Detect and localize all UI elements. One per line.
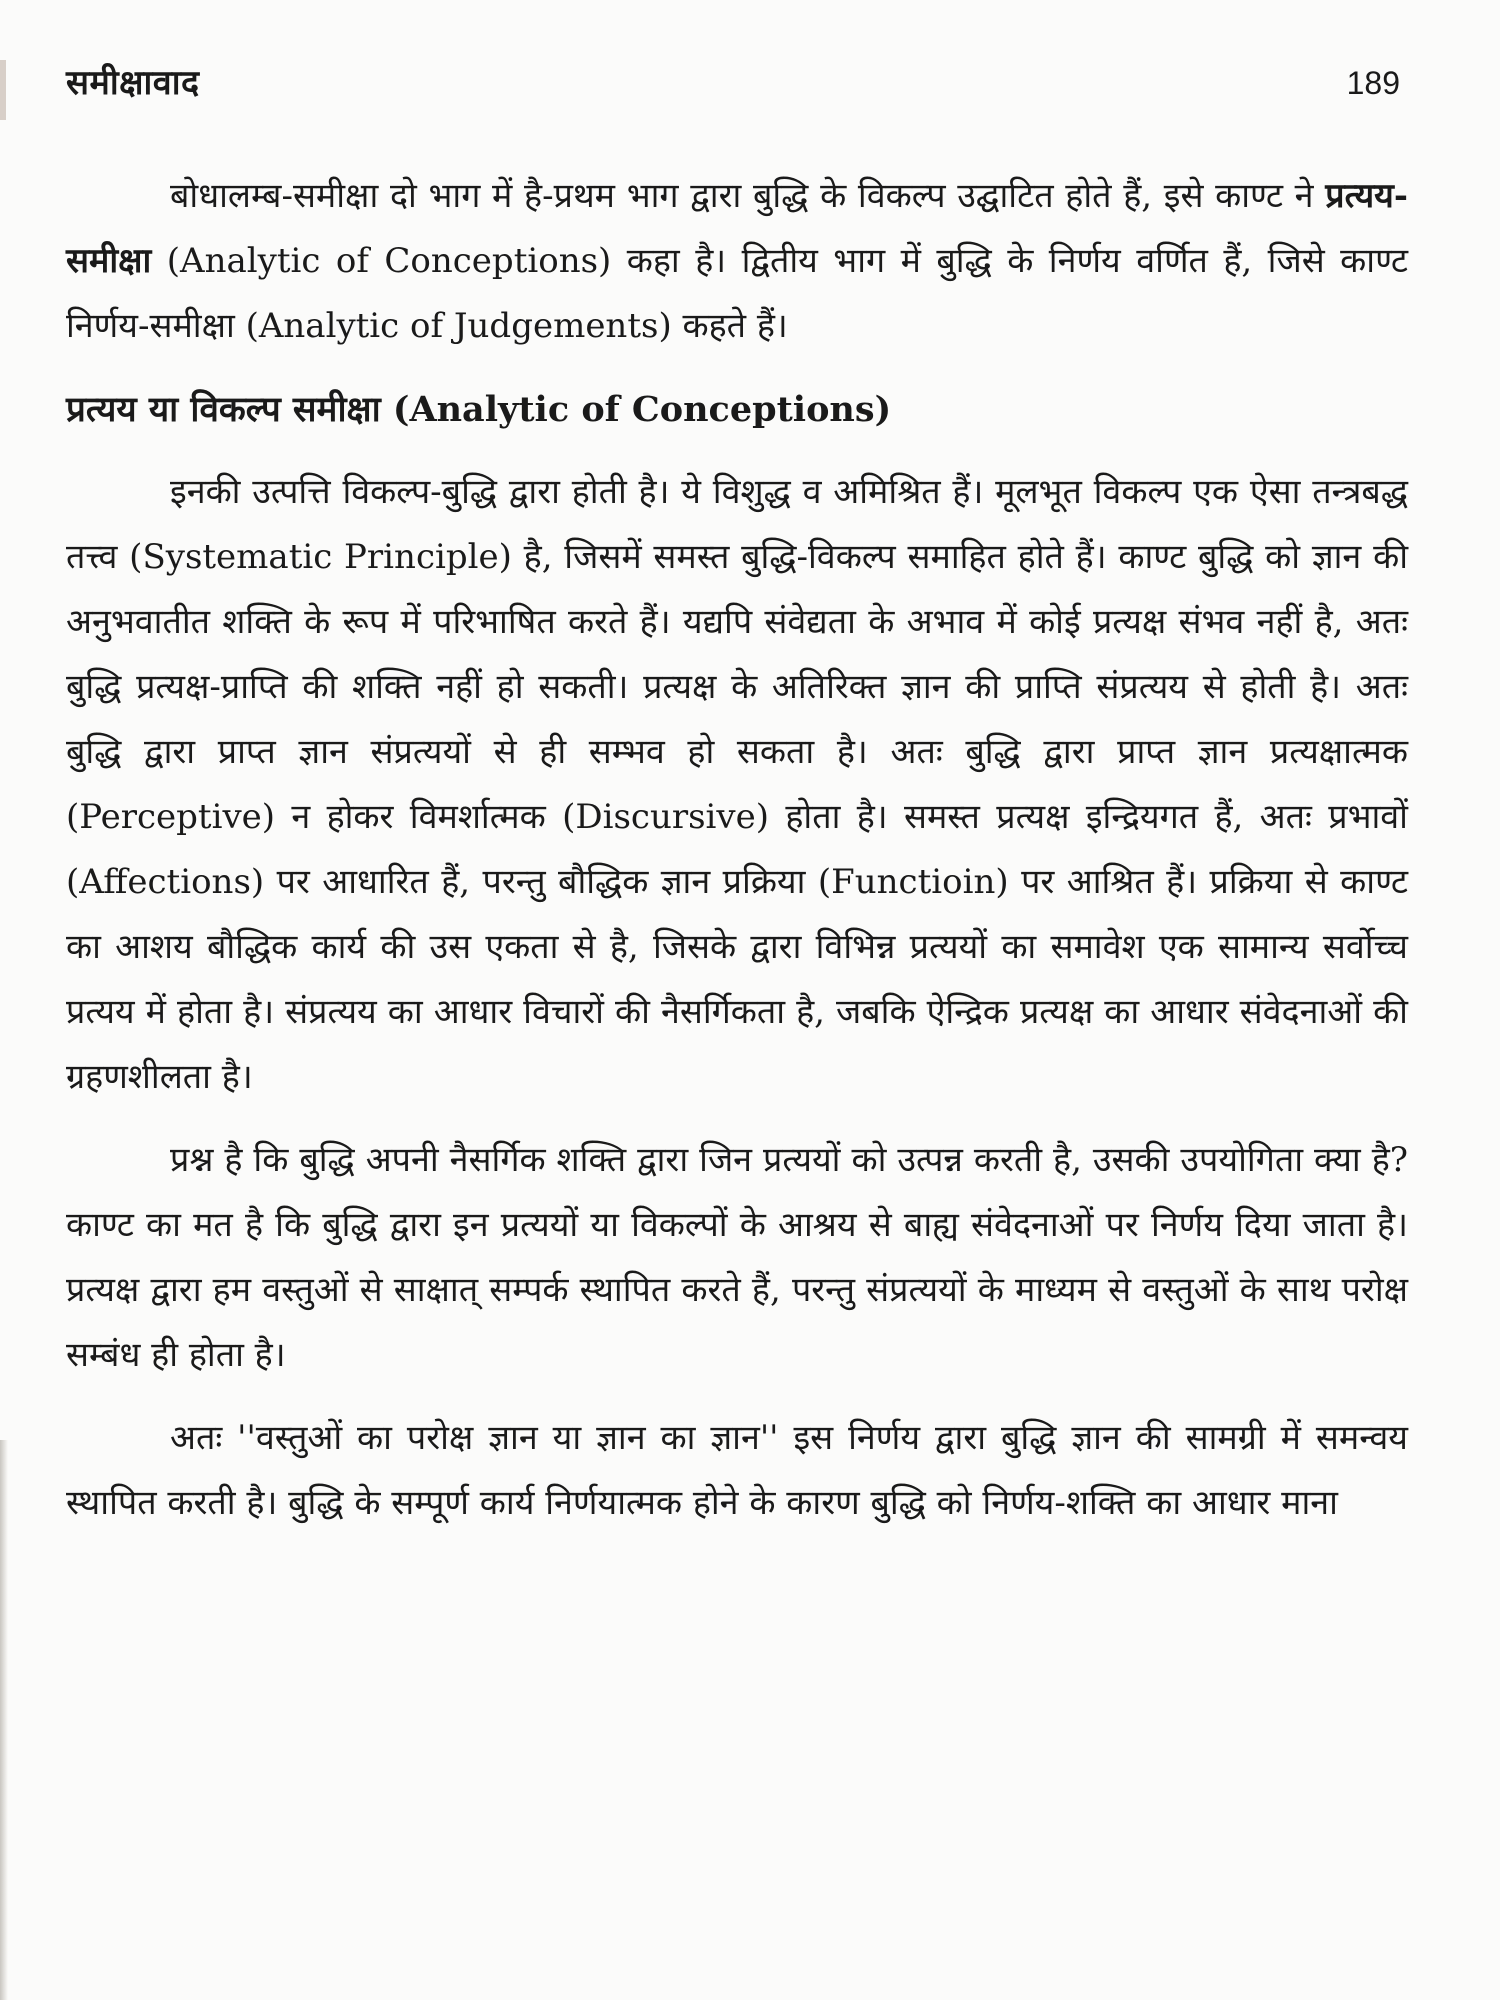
page-header (66, 58, 1408, 114)
page-edge-mark (0, 60, 6, 120)
term-pratyaya-samiksha: प्रत्यय-समीक्षा (66, 176, 1408, 281)
running-head: समीक्षावाद (66, 63, 200, 103)
paragraph-1-text-b: (Analytic of Conceptions) कहा है। द्वितीय भाग में बुद्धि के निर्णय वर्णित हैं, जिसे काण्ट निर्णय-समीक्षा (Analytic of Judgements) कहते हैं। (66, 241, 1408, 346)
paragraph-3: प्रश्न है कि बुद्धि अपनी नैसर्गिक शक्ति द्वारा जिन प्रत्ययों को उत्पन्न करती है, उसकी उपयोगिता क्या है? काण्ट का मत है कि बुद्धि द्वारा इन प्रत्ययों या विकल्पों के आश्रय से बाह्य संवेदनाओं पर निर्णय दिया जाता है। प्रत्यक्ष द्वारा हम वस्तुओं से साक्षात् सम्पर्क स्थापित करते हैं, परन्तु संप्रत्ययों के माध्यम से वस्तुओं के साथ परोक्ष सम्बंध ही होता है। (66, 1140, 1408, 1375)
section-heading: प्रत्यय या विकल्प समीक्षा (Analytic of Conceptions) (66, 389, 892, 430)
paragraph-1 (66, 164, 1408, 359)
page-number: 189 (1346, 65, 1400, 101)
paragraph-4: अतः ''वस्तुओं का परोक्ष ज्ञान या ज्ञान का ज्ञान'' इस निर्णय द्वारा बुद्धि ज्ञान की सामग्री में समन्वय स्थापित करती है। बुद्धि के सम्पूर्ण कार्य निर्णयात्मक होने के कारण बुद्धि को निर्णय-शक्ति का आधार माना (66, 1418, 1408, 1523)
paragraph-1-text-a: बोधालम्ब-समीक्षा दो भाग में है-प्रथम भाग द्वारा बुद्धि के विकल्प उद्घाटित होते हैं, इसे काण्ट ने (170, 176, 1326, 216)
page-edge-shadow (0, 1440, 8, 2000)
paragraph-2: इनकी उत्पत्ति विकल्प-बुद्धि द्वारा होती है। ये विशुद्ध व अमिश्रित हैं। मूलभूत विकल्प एक ऐसा तन्त्रबद्ध तत्त्व (Systematic Principle) है, जिसमें समस्त बुद्धि-विकल्प समाहित होते हैं। काण्ट बुद्धि को ज्ञान की अनुभवातीत शक्ति के रूप में परिभाषित करते हैं। यद्यपि संवेद्यता के अभाव में कोई प्रत्यक्ष संभव नहीं है, अतः बुद्धि प्रत्यक्ष-प्राप्ति की शक्ति नहीं हो सकती। प्रत्यक्ष के अतिरिक्त ज्ञान की प्राप्ति संप्रत्यय से होती है। अतः बुद्धि द्वारा प्राप्त ज्ञान संप्रत्ययों से ही सम्भव हो सकता है। अतः बुद्धि द्वारा प्राप्त ज्ञान प्रत्यक्षात्मक (Perceptive) न होकर विमर्शात्मक (Discursive) होता है। समस्त प्रत्यक्ष इन्द्रियगत हैं, अतः प्रभावों (Affections) पर आधारित हैं, परन्तु बौद्धिक ज्ञान प्रक्रिया (Functioin) पर आश्रित हैं। प्रक्रिया से काण्ट का आशय बौद्धिक कार्य की उस एकता से है, जिसके द्वारा विभिन्न प्रत्ययों का समावेश एक सामान्य सर्वोच्च प्रत्यय में होता है। संप्रत्यय का आधार विचारों की नैसर्गिकता है, जबकि ऐन्द्रिक प्रत्यक्ष का आधार संवेदनाओं की ग्रहणशीलता है। (66, 472, 1408, 1097)
